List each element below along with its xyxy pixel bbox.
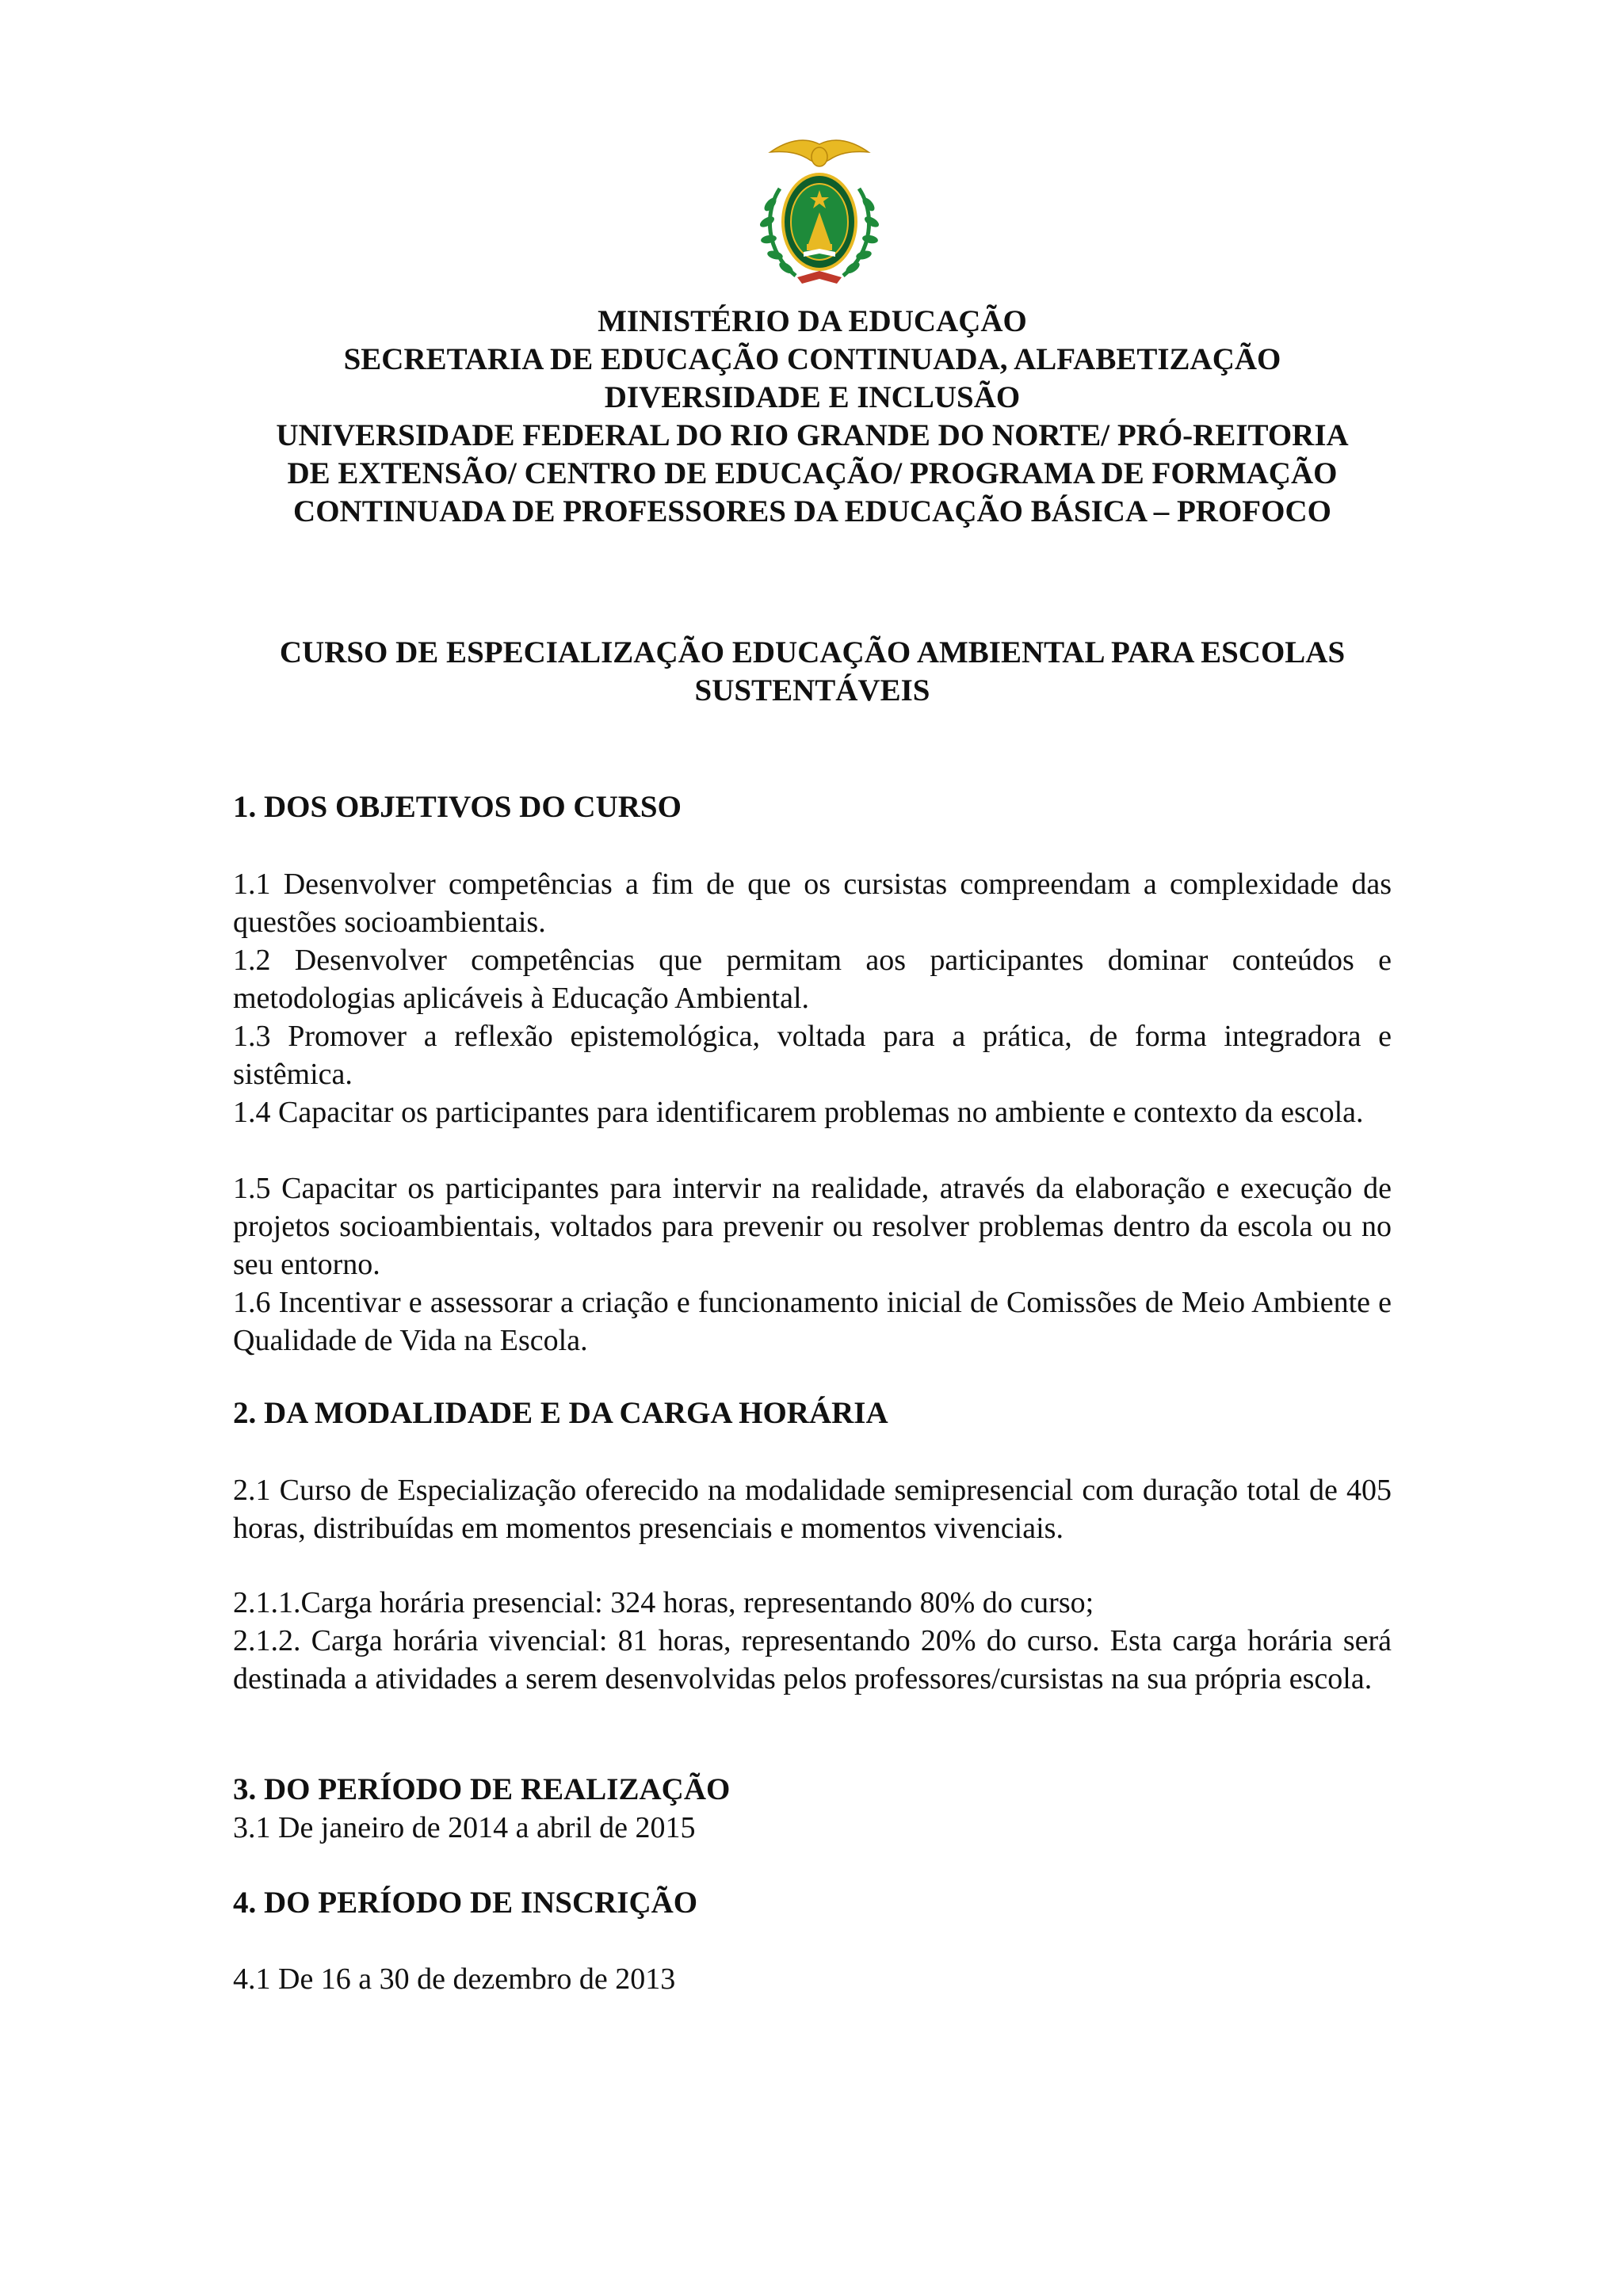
presential-hours-paragraph: 2.1.1.Carga horária presencial: 324 horas, representando 80% do curso; — [233, 1586, 1094, 1619]
objective-item: 1.6 Incentivar e assessorar a criação e funcionamento inicial de Comissões de Meio Ambiente e Qualidade de Vida na Escola. — [233, 1286, 1392, 1357]
objective-item: 1.5 Capacitar os participantes para intervir na realidade, através da elaboração e execução de projetos socioambientais, voltados para prevenir ou resolver problemas dentro da escola ou no seu entorno. — [233, 1172, 1392, 1281]
section-heading-registration: 4. DO PERÍODO DE INSCRIÇÃO — [233, 1886, 698, 1920]
section-heading-objectives: 1. DOS OBJETIVOS DO CURSO — [233, 790, 682, 824]
modality-paragraph: 2.1 Curso de Especialização oferecido na modalidade semipresencial com duração total de 405 horas, distribuídas em momentos presenciais e momentos vivenciais. — [233, 1474, 1392, 1545]
document-header — [230, 303, 1395, 531]
section-heading-modality: 2. DA MODALIDADE E DA CARGA HORÁRIA — [233, 1396, 888, 1430]
objective-item: 1.2 Desenvolver competências que permitam aos participantes dominar conteúdos e metodologias aplicáveis à Educação Ambiental. — [233, 944, 1392, 1015]
course-title-line-2: SUSTENTÁVEIS — [694, 673, 930, 707]
course-title — [230, 634, 1395, 710]
objective-item: 1.3 Promover a reflexão epistemológica, voltada para a prática, de forma integradora e sistêmica. — [233, 1020, 1392, 1091]
ufrn-crest-icon — [748, 133, 891, 292]
header-line-ministry: MINISTÉRIO DA EDUCAÇÃO — [598, 304, 1027, 338]
header-line-secretariat: SECRETARIA DE EDUCAÇÃO CONTINUADA, ALFABETIZAÇÃO — [343, 342, 1281, 376]
section-heading-period: 3. DO PERÍODO DE REALIZAÇÃO — [233, 1772, 731, 1806]
objective-item: 1.1 Desenvolver competências a fim de que os cursistas compreendam a complexidade das questões socioambientais. — [233, 868, 1392, 939]
period-paragraph: 3.1 De janeiro de 2014 a abril de 2015 — [233, 1811, 696, 1844]
registration-paragraph: 4.1 De 16 a 30 de dezembro de 2013 — [233, 1962, 676, 1996]
header-line-diversity: DIVERSIDADE E INCLUSÃO — [604, 380, 1021, 414]
objective-item: 1.4 Capacitar os participantes para identificarem problemas no ambiente e contexto da escola. — [233, 1096, 1364, 1129]
course-title-line-1: CURSO DE ESPECIALIZAÇÃO EDUCAÇÃO AMBIENTAL PARA ESCOLAS — [279, 635, 1346, 669]
experiential-hours-paragraph: 2.1.2. Carga horária vivencial: 81 horas, representando 20% do curso. Esta carga horária será destinada a atividades a serem desenvolvidas pelos professores/cursistas na sua própria escola. — [233, 1624, 1392, 1695]
header-line-program: CONTINUADA DE PROFESSORES DA EDUCAÇÃO BÁSICA – PROFOCO — [293, 494, 1331, 528]
header-line-university: UNIVERSIDADE FEDERAL DO RIO GRANDE DO NORTE/ PRÓ-REITORIA — [276, 418, 1349, 452]
header-line-extension: DE EXTENSÃO/ CENTRO DE EDUCAÇÃO/ PROGRAMA DE FORMAÇÃO — [287, 456, 1338, 490]
